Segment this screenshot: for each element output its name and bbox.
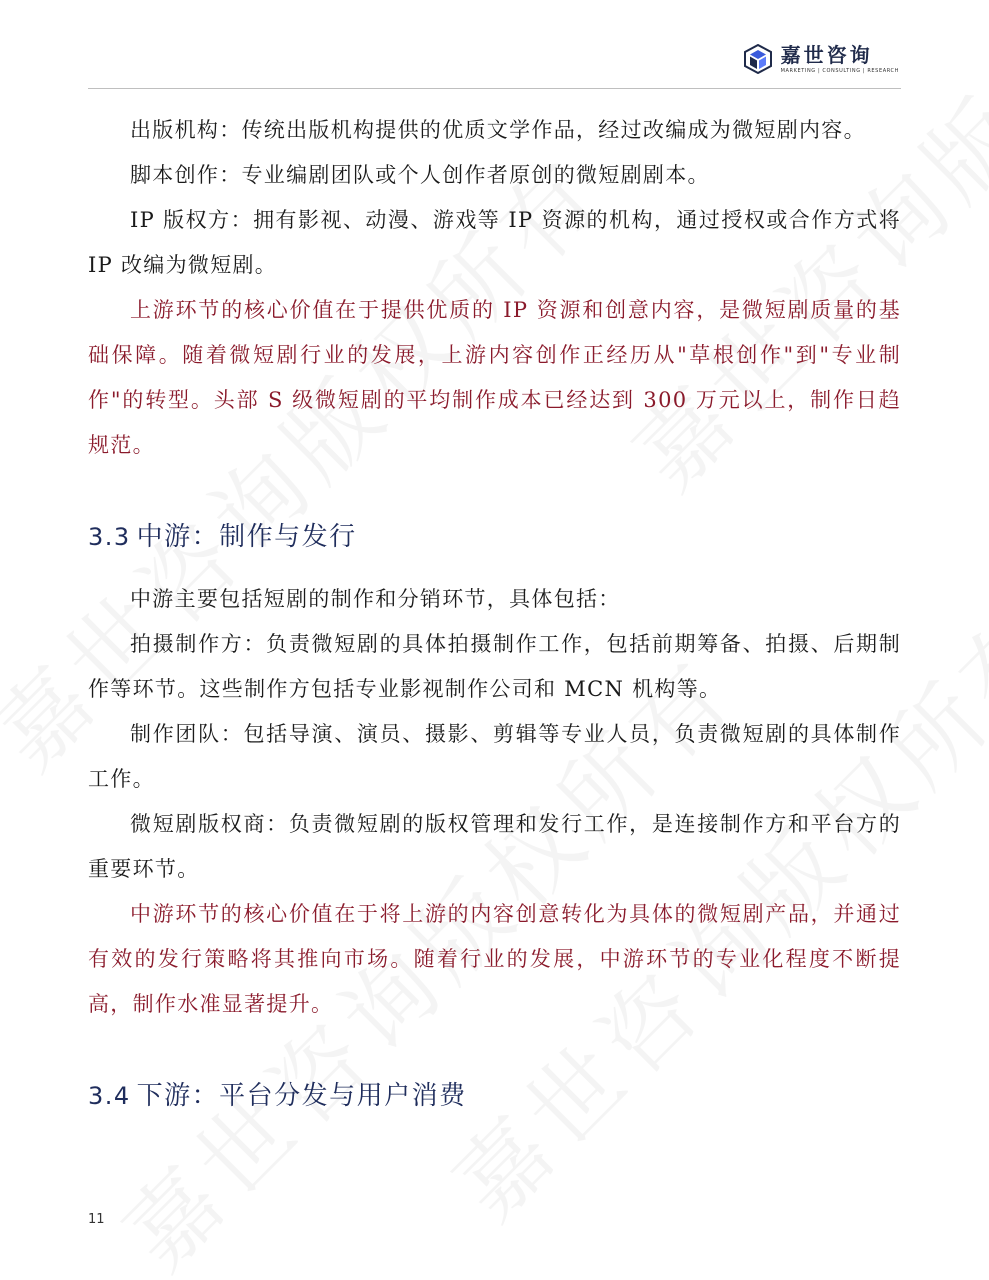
section-heading-3-3: [88, 516, 901, 553]
company-logo: [743, 44, 899, 74]
paragraph-copyright-distributor: 微短剧版权商：负责微短剧的版权管理和发行工作，是连接制作方和平台方的重要环节。: [88, 812, 901, 881]
paragraph-ip-holder: IP 版权方：拥有影视、动漫、游戏等 IP 资源的机构，通过授权或合作方式将 IP 改编为微短剧。: [88, 208, 901, 277]
section-number: 3.3: [88, 523, 131, 551]
page-header: [88, 36, 901, 89]
paragraph-midstream-intro: 中游主要包括短剧的制作和分销环节，具体包括：: [130, 587, 621, 611]
section-title: 中游：制作与发行: [136, 522, 357, 552]
section-heading-3-4: [88, 1075, 901, 1112]
logo-tagline: MARKETING | CONSULTING | RESEARCH: [780, 68, 899, 74]
page-number: 11: [88, 1212, 105, 1227]
paragraph-upstream-summary: 上游环节的核心价值在于提供优质的 IP 资源和创意内容，是微短剧质量的基础保障。随着微短剧行业的发展，上游内容创作正经历从"草根创作"到"专业制作"的转型。头部 S 级微短剧的平均制作成本已经达到 300 万元以上，制作日趋规范。: [88, 298, 901, 457]
paragraph-midstream-summary: 中游环节的核心价值在于将上游的内容创意转化为具体的微短剧产品，并通过有效的发行策略将其推向市场。随着行业的发展，中游环节的专业化程度不断提高，制作水准显著提升。: [88, 902, 901, 1016]
paragraph-production-team: 制作团队：包括导演、演员、摄影、剪辑等专业人员，负责微短剧的具体制作工作。: [88, 722, 901, 791]
paragraph-production-company: 拍摄制作方：负责微短剧的具体拍摄制作工作，包括前期筹备、拍摄、后期制作等环节。这些制作方包括专业影视制作公司和 MCN 机构等。: [88, 632, 901, 701]
logo-icon: [743, 44, 773, 74]
section-title: 下游：平台分发与用户消费: [136, 1081, 467, 1111]
section-number: 3.4: [88, 1082, 131, 1110]
logo-name: 嘉世咨询: [780, 43, 873, 67]
paragraph-script: 脚本创作：专业编剧团队或个人创作者原创的微短剧剧本。: [130, 163, 710, 187]
page-content: [88, 108, 901, 1112]
paragraph-publishing: 出版机构：传统出版机构提供的优质文学作品，经过改编成为微短剧内容。: [130, 118, 866, 142]
